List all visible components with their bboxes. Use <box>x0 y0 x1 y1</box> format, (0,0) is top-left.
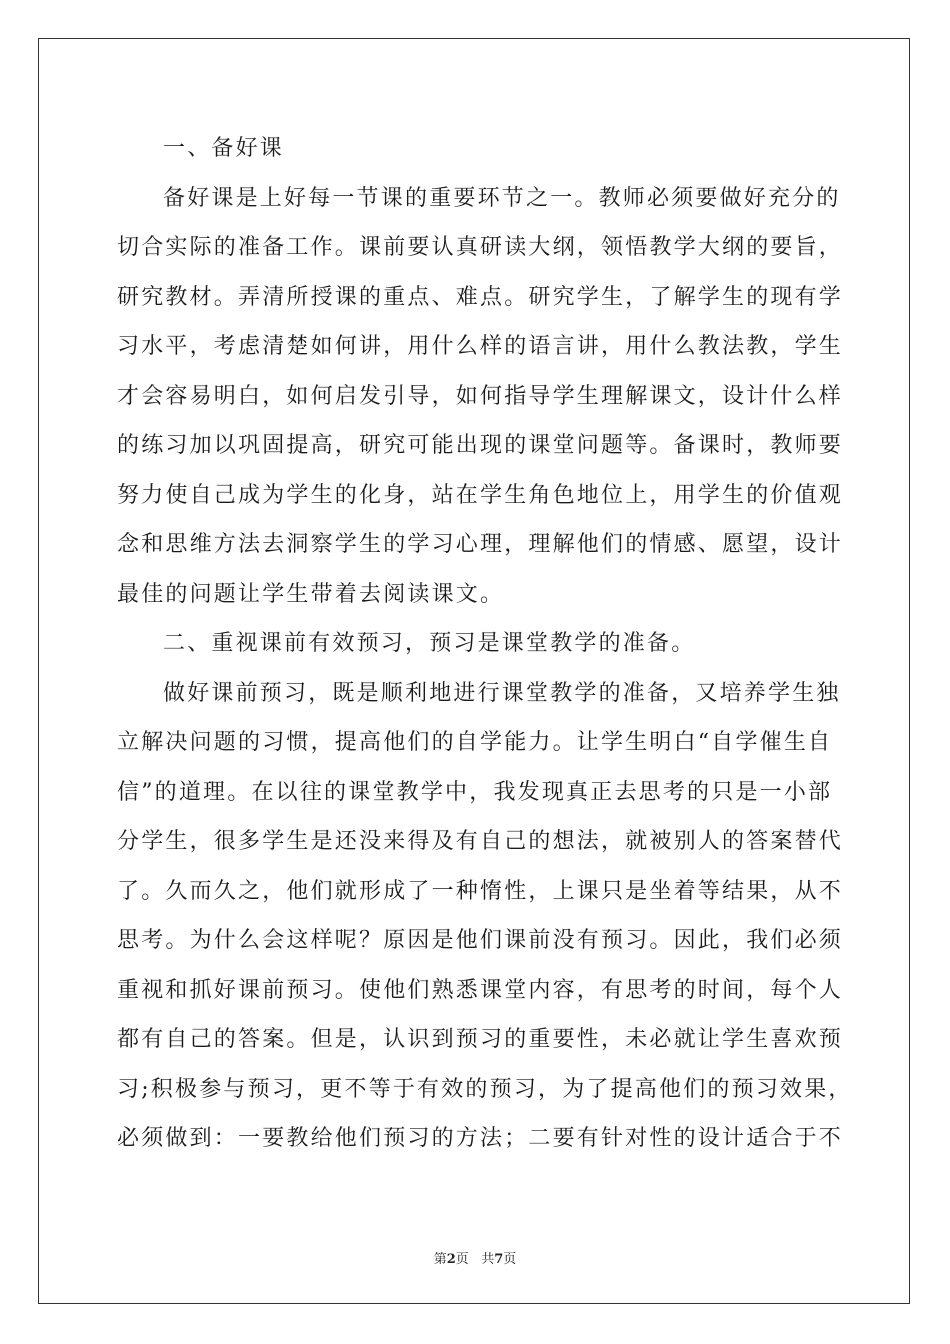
text-line: 研究教材。弄清所授课的重点、难点。研究学生，了解学生的现有学 <box>117 284 844 310</box>
text-line: 做好课前预习，既是顺利地进行课堂教学的准备，又培养学生独 <box>163 680 841 706</box>
text-line: 二、重视课前有效预习，预习是课堂教学的准备。 <box>163 631 696 656</box>
total-label-prefix: 共 <box>481 1252 495 1267</box>
text-line: 思考。为什么会这样呢？原因是他们课前没有预习。因此，我们必须 <box>117 928 844 953</box>
text-line: 一、备好课 <box>163 136 285 161</box>
page-label-suffix: 页 <box>455 1252 469 1267</box>
text-line: 切合实际的准备工作。课前要认真研读大纲，领悟教学大纲的要旨， <box>117 235 844 260</box>
page-footer <box>0 1248 950 1267</box>
total-pages: 7 <box>494 1252 504 1267</box>
text-line: 念和思维方法去洞察学生的学习心理，理解他们的情感、愿望，设计 <box>117 532 844 557</box>
text-line: 必须做到：一要教给他们预习的方法；二要有针对性的设计适合于不 <box>117 1126 844 1151</box>
text-line: 立解决问题的习惯，提高他们的自学能力。让学生明白“自学催生自 <box>117 730 833 755</box>
text-line: 重视和抓好课前预习。使他们熟悉课堂内容，有思考的时间，每个人 <box>117 977 844 1003</box>
text-line: 信”的道理。在以往的课堂教学中，我发现真正去思考的只是一小部 <box>117 779 833 805</box>
text-line: 习;积极参与预习，更不等于有效的预习，为了提高他们的预习效果， <box>117 1076 853 1102</box>
document-body <box>117 124 853 1164</box>
text-line: 习水平，考虑清楚如何讲，用什么样的语言讲，用什么教法教，学生 <box>117 334 844 359</box>
text-line: 才会容易明白，如何启发引导，如何指导学生理解课文，设计什么样 <box>117 383 844 409</box>
page-number: 2 <box>446 1252 456 1267</box>
text-line: 的练习加以巩固提高，研究可能出现的课堂问题等。备课时，教师要 <box>117 433 844 458</box>
text-line: 了。久而久之，他们就形成了一种惰性，上课只是坐着等结果，从不 <box>117 878 844 904</box>
text-line: 都有自己的答案。但是，认识到预习的重要性，未必就让学生喜欢预 <box>117 1027 844 1052</box>
total-label-suffix: 页 <box>503 1252 517 1267</box>
text-line: 分学生，很多学生是还没来得及有自己的想法，就被别人的答案替代 <box>117 829 844 854</box>
text-line: 最佳的问题让学生带着去阅读课文。 <box>117 581 505 607</box>
page-label-prefix: 第 <box>433 1252 447 1267</box>
text-line: 努力使自己成为学生的化身，站在学生角色地位上，用学生的价值观 <box>117 482 844 508</box>
text-line: 备好课是上好每一节课的重要环节之一。教师必须要做好充分的 <box>163 185 841 211</box>
